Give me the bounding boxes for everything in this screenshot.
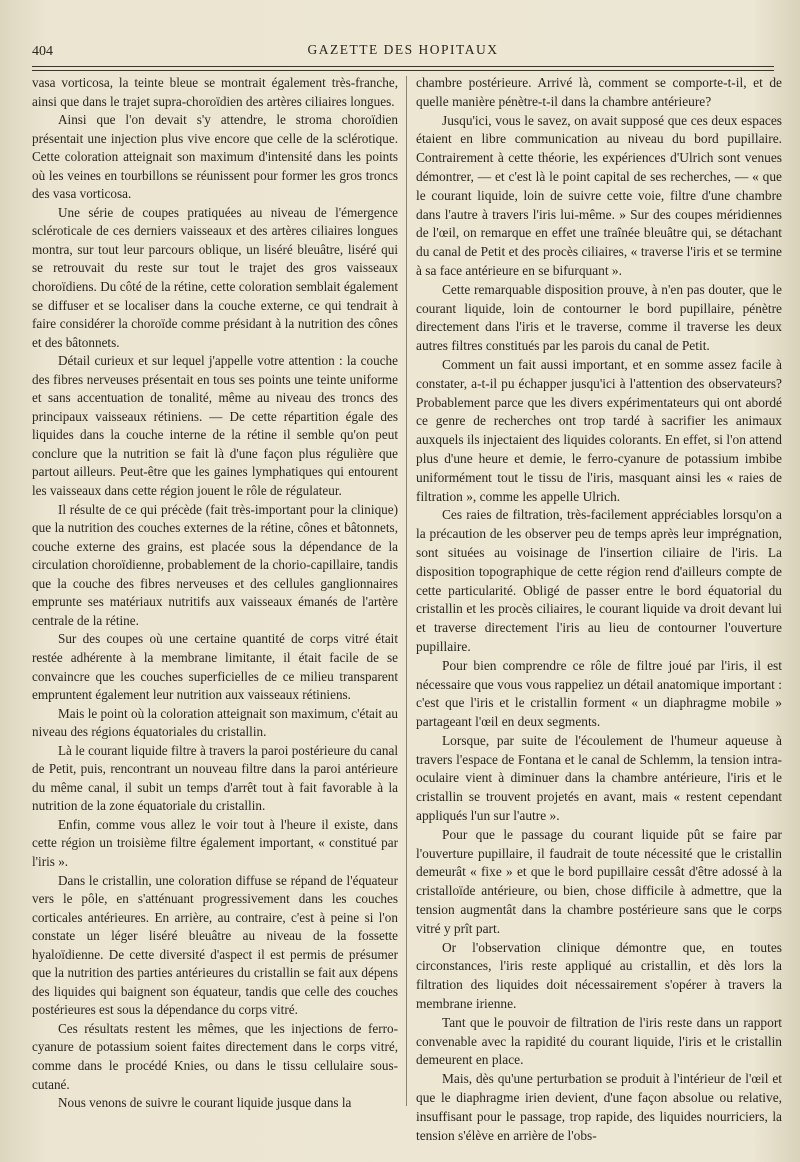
page-number: 404 bbox=[32, 44, 53, 59]
paragraph: Cette remarquable disposition prouve, à n'en pas douter, que le courant liquide, loin de contourner le bord pupillaire, pénètre directement dans l'iris et le traverse, comme il traverse les deux autres filtres constitués par les parois du canal de Petit. bbox=[416, 281, 782, 354]
paragraph: vasa vorticosa, la teinte bleue se montrait également très-franche, ainsi que dans le trajet supra-choroïdien des artères ciliaires longues. bbox=[32, 75, 398, 109]
paragraph: Ces raies de filtration, très-facilement appréciables lorsqu'on a la précaution de les observer peu de temps après leur imprégnation, sont situées au voisinage de l'insertion ciliaire de l'iris. La disposition topographique de cette région rend d'ailleurs compte de cette particularité. Obligé de passer entre le bord équatorial du cristallin et les procès ciliaires, le courant liquide va droit devant lui et traverse directement l'iris au lieu de contourner l'ouverture pupillaire. bbox=[416, 507, 782, 654]
paragraph: Pour que le passage du courant liquide pût se faire par l'ouverture pupillaire, il faudrait de toute nécessité que le cristallin demeurât « fixe » et que le bord pupillaire cessât d'être adossé à la cristalloïde antérieure, ou bien, chose difficile à admettre, que la tension augmentât dans la chambre postérieure sans que le corps vitré y prît part. bbox=[416, 826, 782, 936]
paragraph: Tant que le pouvoir de filtration de l'iris reste dans un rapport convenable avec la rapidité du courant liquide, l'iris et le cristallin demeurent en place. bbox=[416, 1014, 782, 1068]
right-column bbox=[416, 74, 782, 1145]
paragraph: Lorsque, par suite de l'écoulement de l'humeur aqueuse à travers l'espace de Fontana et le canal de Schlemm, la tension intra-oculaire vient à diminuer dans la chambre antérieure, l'iris et le cristallin se trouvent projetés en avant, mais « restent cependant appliqués l'un sur l'autre ». bbox=[416, 732, 782, 824]
paragraph: Pour bien comprendre ce rôle de filtre joué par l'iris, il est nécessaire que vous vous rappeliez un détail anatomique important : c'est que l'iris et le cristallin forment « un diaphragme mobile » partageant l'œil en deux segments. bbox=[416, 657, 782, 730]
paragraph: Détail curieux et sur lequel j'appelle votre attention : la couche des fibres nerveuses présentait en tous ses points une teinte uniforme et sans accentuation de tonalité, même au niveau des troncs des principaux vaisseaux rétiniens. — De cette répartition égale des liquides dans la couche interne de la rétine il semble qu'on peut conclure que la nutrition se fait là d'une façon plus régulière que partout ailleurs. Peut-être que les gaines lymphatiques qui entourent les vaisseaux dans cette région jouent le rôle de régulateur. bbox=[32, 353, 398, 499]
paragraph: Mais le point où la coloration atteignait son maximum, c'était au niveau des régions équatoriales du cristallin. bbox=[32, 705, 398, 740]
paragraph: Enfin, comme vous allez le voir tout à l'heure il existe, dans cette région un troisième filtre également important, « constitué par l'iris ». bbox=[32, 816, 398, 869]
paragraph: Ces résultats restent les mêmes, que les injections de ferro-cyanure de potassium soient faites directement dans le corps vitré, comme dans le procédé Knies, ou dans le tissu cellulaire sous-cutané. bbox=[32, 1020, 398, 1092]
column-divider bbox=[406, 76, 407, 1106]
page-header bbox=[32, 42, 774, 64]
paragraph: Ainsi que l'on devait s'y attendre, le stroma choroïdien présentait une injection plus vive encore que celle de la sclérotique. Cette coloration atteignait son maximum d'intensité dans les points où les veines en tourbillons se réunissent pour former les gros troncs des vasa vorticosa. bbox=[32, 112, 398, 202]
paragraph: Or l'observation clinique démontre que, en toutes circonstances, l'iris reste appliqué au cristallin, et dès lors la filtration des liquides doit nécessairement s'opérer à travers la membrane irienne. bbox=[416, 939, 782, 1012]
paragraph: Une série de coupes pratiquées au niveau de l'émergence scléroticale de ces derniers vaisseaux et des artères ciliaires longues montra, sur tout leur parcours oblique, un liséré bleuâtre, liséré qui se retrouvait du reste sur tout le trajet des gros vaisseaux choroïdiens. Du côté de la rétine, cette coloration semblait également se diffuser et se localiser dans la couche externe, ce qui tendrait à faire considérer la choroïde comme présidant à la nutrition des cônes et des bâtonnets. bbox=[32, 204, 398, 350]
paragraph: Dans le cristallin, une coloration diffuse se répand de l'équateur vers le pôle, en s'atténuant progressivement dans les couches corticales antérieures. En arrière, au contraire, c'est à peine si l'on constate un léger liséré bleuâtre au niveau de la fossette hyaloïdienne. De cette diversité d'aspect il est permis de présumer que la nutrition des parties antérieures du cristallin se fait aux dépens des liquides qui baignent son équateur, tandis que celle des couches postérieures est sous la dépendance du corps vitré. bbox=[32, 872, 398, 1018]
paragraph: Il résulte de ce qui précède (fait très-important pour la clinique) que la nutrition des couches externes de la rétine, cônes et bâtonnets, couche externe des grains, est placée sous la dépendance de la circulation choroïdienne, probablement de la chorio-capillaire, tandis que la couche des fibres nerveuses et des cellules ganglionnaires emprunte ses matériaux nutritifs aux vaisseaux émanés de l'artère centrale de la rétine. bbox=[32, 501, 398, 628]
paragraph: Sur des coupes où une certaine quantité de corps vitré était restée adhérente à la membrane limitante, il était facile de se convaincre que les couches superficielles de ce milieu transparent empruntent également leur nutrition aux vaisseaux rétiniens. bbox=[32, 631, 398, 703]
paragraph: Comment un fait aussi important, et en somme assez facile à constater, a-t-il pu échapper jusqu'ici à l'attention des observateurs? Probablement parce que les divers expérimentateurs qui ont abordé ce genre de recherches ont trop tardé à sacrifier les animaux auxquels ils injectaient des liquides colorants. En effet, si l'on attend plus d'une heure et demie, le ferro-cyanure de potassium imbibe uniformément tout le tissu de l'iris, masquant ainsi les « raies de filtration », comme les appelle Ulrich. bbox=[416, 356, 782, 504]
paragraph: Mais, dès qu'une perturbation se produit à l'intérieur de l'œil et que le diaphragme irien devient, d'une façon absolue ou relative, insuffisant pour le passage, trop rapide, des liquides nourriciers, la tension s'élève en arrière de l'obs- bbox=[416, 1071, 782, 1143]
paragraph: Là le courant liquide filtre à travers la paroi postérieure du canal de Petit, puis, rencontrant un nouveau filtre dans la paroi antérieure du même canal, il subit un temps d'arrêt tout à fait favorable à la nutrition de la zone équatoriale du cristallin. bbox=[32, 742, 398, 814]
header-rule-top bbox=[32, 66, 774, 67]
paragraph: chambre postérieure. Arrivé là, comment se comporte-t-il, et de quelle manière pénètre-t-il dans la chambre antérieure? bbox=[416, 75, 782, 109]
left-column bbox=[32, 74, 398, 1113]
running-title: GAZETTE DES HOPITAUX bbox=[307, 42, 499, 57]
paragraph: Nous venons de suivre le courant liquide jusque dans la bbox=[58, 1095, 352, 1111]
paragraph: Jusqu'ici, vous le savez, on avait supposé que ces deux espaces étaient en libre communication au niveau du bord pupillaire. Contrairement à cette théorie, les expériences d'Ulrich sont venues démontrer, — et c'est là le point capital de ses recherches, — « que le courant liquide, loin de suivre cette voie, filtre d'une chambre dans l'autre à travers l'iris lui-même. » Sur des coupes méridiennes de l'œil, on remarque en effet une traînée bleuâtre qui, se détachant du canal de Petit et des procès ciliaires, « traverse l'iris et se termine à sa face antérieure en se bifurquant ». bbox=[416, 112, 782, 278]
header-rule-bottom bbox=[32, 70, 774, 71]
